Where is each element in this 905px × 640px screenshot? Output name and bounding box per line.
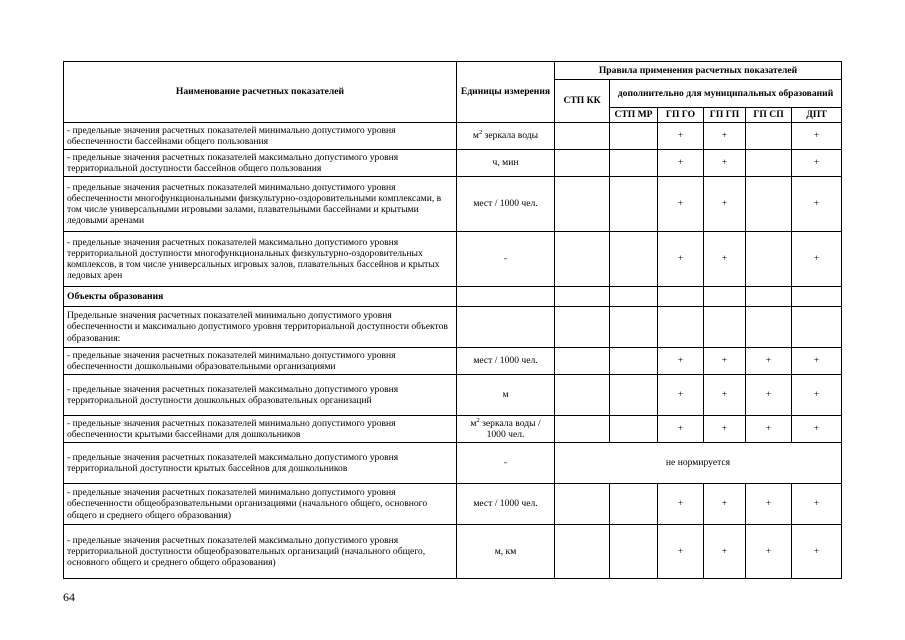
applicability-mark: + <box>792 123 842 150</box>
applicability-mark: + <box>704 416 746 443</box>
applicability-mark: + <box>658 484 704 525</box>
unit-cell <box>457 307 555 348</box>
applicability-mark <box>555 416 610 443</box>
unit-text: зеркала воды <box>482 130 539 142</box>
applicability-mark: + <box>658 525 704 579</box>
indicator-name: - предельные значения расчетных показателей минимально допустимого уровня обеспеченности бассейнами общего пользования <box>64 123 457 150</box>
table-row <box>64 287 842 307</box>
applicability-mark <box>555 287 610 307</box>
applicability-mark <box>746 150 792 177</box>
applicability-mark <box>610 123 658 150</box>
header-sub-col: ДПТ <box>792 108 842 123</box>
header-sub-col: ГП ГО <box>658 108 704 123</box>
indicator-name: - предельные значения расчетных показателей максимально допустимого уровня территориальной доступности многофункциональных физкультурно-оздоровительных комплексов, в том числе универсальных игровых залов, плавательных бассейнов и крытых ледовых арен <box>64 232 457 287</box>
applicability-mark: + <box>658 416 704 443</box>
applicability-mark: + <box>658 232 704 287</box>
applicability-mark <box>610 232 658 287</box>
unit-superscript: 2 <box>478 129 483 137</box>
applicability-mark: + <box>746 348 792 375</box>
applicability-mark <box>555 150 610 177</box>
indicator-name: - предельные значения расчетных показателей минимально допустимого уровня обеспеченности многофункциональными физкультурно-оздоровительными комплексами, в том числе универсальными игровыми залами, плавательными бассейнами и крытыми ледовыми аренами <box>64 177 457 232</box>
applicability-mark: + <box>658 123 704 150</box>
applicability-mark: + <box>792 375 842 416</box>
applicability-mark <box>555 232 610 287</box>
applicability-mark <box>658 287 704 307</box>
unit-cell: м, км <box>457 525 555 579</box>
applicability-mark: + <box>658 375 704 416</box>
applicability-mark <box>746 287 792 307</box>
header-stp-kk: СТП КК <box>555 80 610 123</box>
applicability-mark: + <box>704 525 746 579</box>
unit-text: м <box>472 130 479 142</box>
table-row <box>64 177 842 232</box>
table-row <box>64 232 842 287</box>
applicability-mark <box>610 307 658 348</box>
unit-cell: - <box>457 232 555 287</box>
unit-cell: ч, мин <box>457 150 555 177</box>
table-row <box>64 443 842 484</box>
header-name-column: Наименование расчетных показателей <box>64 62 457 123</box>
applicability-mark <box>704 307 746 348</box>
indicator-name: - предельные значения расчетных показателей минимально допустимого уровня обеспеченности общеобразовательными организациями (начального общего, основного общего и среднего общего образования) <box>64 484 457 525</box>
applicability-mark: + <box>704 123 746 150</box>
applicability-mark <box>746 232 792 287</box>
applicability-mark: + <box>658 150 704 177</box>
applicability-mark: + <box>746 375 792 416</box>
applicability-mark <box>610 150 658 177</box>
applicability-mark <box>555 375 610 416</box>
applicability-mark <box>610 287 658 307</box>
applicability-mark: + <box>792 416 842 443</box>
applicability-mark <box>610 484 658 525</box>
applicability-mark: + <box>746 484 792 525</box>
applicability-mark: + <box>792 525 842 579</box>
page-number: 64 <box>63 590 75 604</box>
table-row <box>64 375 842 416</box>
applicability-mark <box>555 348 610 375</box>
applicability-mark <box>555 307 610 348</box>
indicator-name: - предельные значения расчетных показателей максимально допустимого уровня территориальной доступности общеобразовательных организаций (начального общего, основного общего и среднего общего образования) <box>64 525 457 579</box>
applicability-mark: + <box>704 232 746 287</box>
applicability-mark: + <box>792 150 842 177</box>
unit-cell: мест / 1000 чел. <box>457 484 555 525</box>
table-row <box>64 525 842 579</box>
applicability-mark <box>555 123 610 150</box>
unit-text: м <box>470 417 477 429</box>
applicability-mark <box>610 525 658 579</box>
unit-cell <box>457 416 555 443</box>
table-row <box>64 123 842 150</box>
applicability-mark: + <box>792 177 842 232</box>
indicator-name: - предельные значения расчетных показателей максимально допустимого уровня территориальной доступности крытых бассейнов для дошкольников <box>64 443 457 484</box>
applicability-mark <box>610 348 658 375</box>
applicability-mark: + <box>704 484 746 525</box>
unit-cell: - <box>457 443 555 484</box>
applicability-mark: + <box>792 484 842 525</box>
applicability-mark: + <box>704 375 746 416</box>
applicability-mark: + <box>746 525 792 579</box>
applicability-mark <box>746 123 792 150</box>
applicability-mark <box>746 177 792 232</box>
applicability-mark: + <box>792 232 842 287</box>
applicability-mark <box>658 307 704 348</box>
section-title: Объекты образования <box>64 287 457 307</box>
table-row <box>64 484 842 525</box>
applicability-mark <box>704 287 746 307</box>
table-row <box>64 416 842 443</box>
applicability-mark <box>610 375 658 416</box>
applicability-mark <box>555 525 610 579</box>
header-sub-col: ГП ГП <box>704 108 746 123</box>
applicability-mark: + <box>792 348 842 375</box>
applicability-mark <box>555 484 610 525</box>
applicability-mark: + <box>658 348 704 375</box>
indicator-name: - предельные значения расчетных показателей минимально допустимого уровня обеспеченности крытыми бассейнами для дошкольников <box>64 416 457 443</box>
applicability-mark <box>792 287 842 307</box>
applicability-mark <box>555 177 610 232</box>
unit-cell <box>457 287 555 307</box>
unit-text: зеркала воды / 1000 чел. <box>479 417 541 440</box>
unit-cell: м <box>457 375 555 416</box>
table-body <box>64 123 842 579</box>
table-row <box>64 348 842 375</box>
applicability-mark <box>610 177 658 232</box>
unit-cell: мест / 1000 чел. <box>457 177 555 232</box>
indicators-table <box>63 61 842 579</box>
table-row <box>64 150 842 177</box>
applicability-mark: + <box>704 177 746 232</box>
header-sub-col: СТП МР <box>610 108 658 123</box>
applicability-mark: + <box>704 150 746 177</box>
applicability-mark: + <box>746 416 792 443</box>
header-sub-col: ГП СП <box>746 108 792 123</box>
applicability-mark <box>746 307 792 348</box>
not-normalized-cell: не нормируется <box>555 443 842 484</box>
indicator-name: - предельные значения расчетных показателей максимально допустимого уровня территориальной доступности дошкольных образовательных организаций <box>64 375 457 416</box>
applicability-mark <box>792 307 842 348</box>
table-row <box>64 307 842 348</box>
applicability-mark: + <box>704 348 746 375</box>
header-additional: дополнительно для муниципальных образований <box>610 80 842 108</box>
indicator-name: - предельные значения расчетных показателей минимально допустимого уровня обеспеченности дошкольными образовательными организациями <box>64 348 457 375</box>
indicator-name: Предельные значения расчетных показателей минимально допустимого уровня обеспеченности и максимально допустимого уровня территориальной доступности объектов образования: <box>64 307 457 348</box>
applicability-mark <box>610 416 658 443</box>
indicator-name: - предельные значения расчетных показателей максимально допустимого уровня территориальной доступности бассейнов общего пользования <box>64 150 457 177</box>
unit-cell <box>457 123 555 150</box>
unit-cell: мест / 1000 чел. <box>457 348 555 375</box>
unit-superscript: 2 <box>476 416 480 424</box>
applicability-mark: + <box>658 177 704 232</box>
header-rules-title: Правила применения расчетных показателей <box>555 62 842 80</box>
header-unit-column: Единицы измерения <box>457 62 555 123</box>
